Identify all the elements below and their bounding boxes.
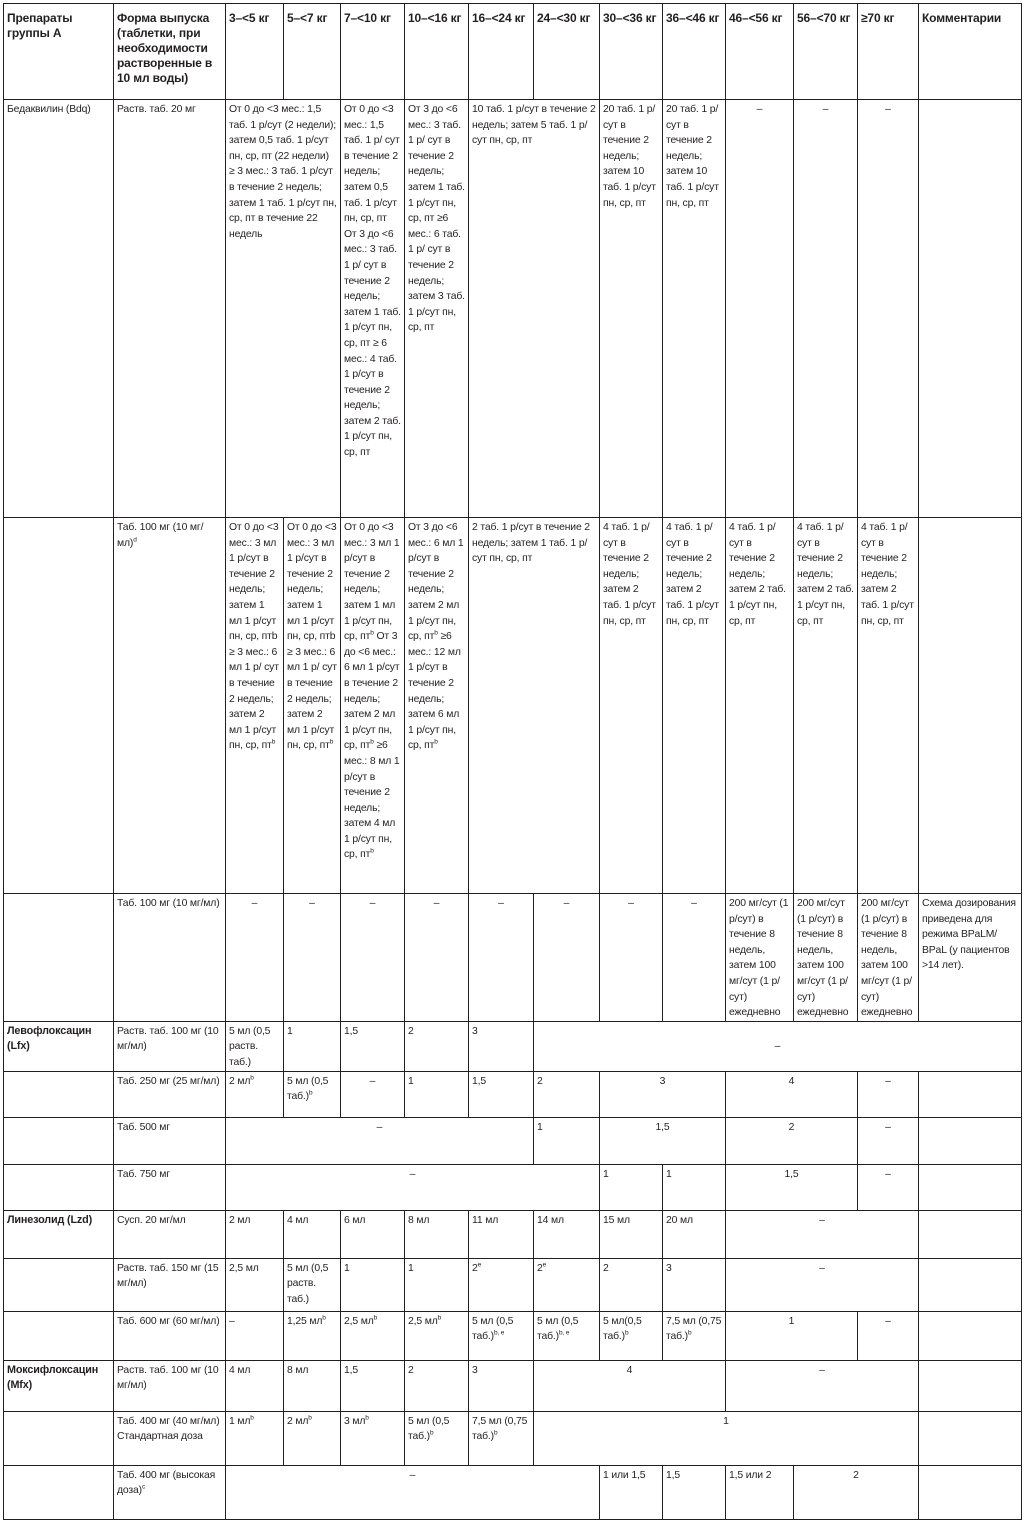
- dose-cell: [284, 1311, 341, 1360]
- dose-text: 5 мл (0,5 таб.): [287, 1075, 329, 1103]
- dose-cell: [534, 1311, 600, 1360]
- dose-text: 1,25 мл: [287, 1315, 323, 1327]
- dose-cell: 5 мл (0,5 раств. таб.): [284, 1258, 341, 1311]
- dose-text: ≥6 мес.: 8 мл 1 р/сут в течение 2 недель; затем 4 мл 1 р/сут пн, ср, пт: [344, 740, 400, 861]
- dosage-form: Таб. 400 мг (40 мг/мл) Стандартная доза: [114, 1411, 226, 1465]
- dosage-form: Таб. 250 мг (25 мг/мл): [114, 1071, 226, 1117]
- dose-cell: 2 мл: [226, 1210, 284, 1258]
- footnote-mark: b: [429, 1429, 434, 1437]
- dose-cell: –: [226, 1465, 600, 1519]
- dose-text: 2 мл: [229, 1075, 251, 1087]
- dosage-form: [114, 1465, 226, 1519]
- dose-cell: 1: [600, 1164, 663, 1210]
- table-row: [4, 518, 1022, 894]
- comment-cell: [919, 1465, 1022, 1519]
- dose-cell: 8 мл: [405, 1210, 469, 1258]
- dose-text: 7,5 мл (0,75 таб.): [472, 1415, 528, 1443]
- footnote-mark: b: [365, 1414, 369, 1422]
- dose-cell: [284, 518, 341, 894]
- dose-text: 7,5 мл (0,75 таб.): [666, 1315, 722, 1343]
- dose-cell: [284, 1411, 341, 1465]
- dose-cell: 1,5: [341, 1021, 405, 1071]
- dose-cell: –: [226, 1164, 600, 1210]
- dose-cell: 11 мл: [469, 1210, 534, 1258]
- footnote-mark: b: [493, 1429, 498, 1437]
- dose-cell: –: [405, 894, 469, 1022]
- dosage-form: Таб. 100 мг (10 мг/мл): [114, 894, 226, 1022]
- dose-cell: [226, 1071, 284, 1117]
- dose-text: 2,5 мл: [408, 1315, 438, 1327]
- dose-cell: 1,5: [663, 1465, 726, 1519]
- drug-name: Линезолид (Lzd): [4, 1210, 114, 1258]
- dose-cell: 4 таб. 1 р/сут в течение 2 недель; затем 2 таб. 1 р/сут пн, ср, пт: [600, 518, 663, 894]
- dose-cell: 200 мг/сут (1 р/сут) в течение 8 недель, затем 100 мг/сут (1 р/сут) ежедневно: [794, 894, 858, 1022]
- drug-name: [4, 894, 114, 1022]
- dose-cell: 3: [663, 1258, 726, 1311]
- dose-cell: 2: [794, 1465, 919, 1519]
- footnote-mark: b: [322, 1314, 326, 1322]
- table-row: [4, 1411, 1022, 1465]
- dose-text: 2: [537, 1262, 543, 1274]
- header-comments: Комментарии: [919, 4, 1022, 100]
- footnote-mark: c: [141, 1483, 146, 1491]
- dose-cell: –: [469, 894, 534, 1022]
- dose-cell: [405, 1411, 469, 1465]
- comment-cell: [919, 1117, 1022, 1164]
- drug-name: Левофлоксацин (Lfx): [4, 1021, 114, 1071]
- header-weight-16-24: 16–<24 кг: [469, 4, 534, 100]
- dose-cell: –: [858, 1117, 919, 1164]
- dose-cell: 2: [405, 1360, 469, 1411]
- dose-cell: 1: [284, 1021, 341, 1071]
- dose-cell: 20 мл: [663, 1210, 726, 1258]
- dose-text: От 0 до <3 мес.: 3 мл 1 р/сут в течение 2 недель; затем 1 мл 1 р/сут пн, ср, птb ≥ 3 мес.: 6 мл 1 р/ сут в течение 2 недель; затем 2 мл 1 р/сут пн, ср, пт: [287, 522, 337, 752]
- dose-cell: 1: [405, 1071, 469, 1117]
- dose-cell: 1: [726, 1311, 858, 1360]
- header-weight-46-56: 46–<56 кг: [726, 4, 794, 100]
- footnote-mark: b: [370, 738, 374, 746]
- dose-cell: 2: [534, 1071, 600, 1117]
- drug-name: [4, 1117, 114, 1164]
- dose-cell: [341, 518, 405, 894]
- drug-name: [4, 1258, 114, 1311]
- dose-cell: –: [726, 100, 794, 518]
- dose-text: От 3 до <6 мес.: 6 мл 1 р/сут в течение 2 недель; затем 2 мл 1 р/сут пн, ср, пт: [408, 522, 464, 643]
- dose-cell: 200 мг/сут (1 р/сут) в течение 8 недель, затем 100 мг/сут (1 р/сут) ежедневно: [726, 894, 794, 1022]
- header-weight-10-16: 10–<16 кг: [405, 4, 469, 100]
- dose-cell: –: [534, 1021, 1022, 1071]
- footnote-mark: b: [250, 1074, 254, 1082]
- dose-cell: –: [226, 1311, 284, 1360]
- dose-cell: 2 таб. 1 р/сут в течение 2 недель; затем 1 таб. 1 р/сут пн, ср, пт: [469, 518, 600, 894]
- dose-cell: 10 таб. 1 р/сут в течение 2 недель; затем 5 таб. 1 р/сут пн, ср, пт: [469, 100, 600, 518]
- dose-text: 1 мл: [229, 1415, 251, 1427]
- dose-cell: От 3 до <6 мес.: 3 таб. 1 р/ сут в течение 2 недель; затем 1 таб. 1 р/сут пн, ср, пт ≥6 мес.: 6 таб. 1 р/ сут в течение 2 недель; затем 3 таб. 1 р/сут пн, ср, пт: [405, 100, 469, 518]
- comment-cell: [919, 1210, 1022, 1258]
- dose-cell: 20 таб. 1 р/сут в течение 2 недель; затем 10 таб. 1 р/сут пн, ср, пт: [663, 100, 726, 518]
- dose-cell: [226, 518, 284, 894]
- dose-text: От 0 до <3 мес.: 3 мл 1 р/сут в течение 2 недель; затем 1 мл 1 р/сут пн, ср, пт: [344, 522, 400, 643]
- header-drug: Препараты группы А: [4, 4, 114, 100]
- dose-cell: –: [726, 1258, 919, 1311]
- dosage-form-text: Таб. 100 мг (10 мг/мл): [117, 522, 204, 549]
- dose-cell: 3: [469, 1021, 534, 1071]
- dose-cell: 200 мг/сут (1 р/сут) в течение 8 недель, затем 100 мг/сут (1 р/сут) ежедневно: [858, 894, 919, 1022]
- dose-cell: От 0 до <3 мес.: 1,5 таб. 1 р/сут (2 недели); затем 0,5 таб. 1 р/сут пн, ср, пт (22 недели) ≥ 3 мес.: 3 таб. 1 р/сут в течение 2 недель; затем 1 таб. 1 р/сут пн, ср, пт в течение 22 недель: [226, 100, 341, 518]
- header-weight-5-7: 5–<7 кг: [284, 4, 341, 100]
- footnote-mark: e: [542, 1261, 547, 1269]
- dose-cell: 1,5: [726, 1164, 858, 1210]
- dose-text: 2 мл: [287, 1415, 309, 1427]
- footnote-mark: d: [133, 536, 137, 544]
- dose-text: 5 мл (0,5 таб.): [537, 1315, 579, 1343]
- dose-cell: 4 таб. 1 р/сут в течение 2 недель; затем 2 таб. 1 р/сут пн, ср, пт: [794, 518, 858, 894]
- dose-cell: [341, 1411, 405, 1465]
- header-weight-3-5: 3–<5 кг: [226, 4, 284, 100]
- header-weight-56-70: 56–<70 кг: [794, 4, 858, 100]
- comment-cell: [919, 1311, 1022, 1360]
- dosage-form: Раств. таб. 20 мг: [114, 100, 226, 518]
- dose-cell: 6 мл: [341, 1210, 405, 1258]
- dose-cell: От 0 до <3 мес.: 1,5 таб. 1 р/ сут в течение 2 недель; затем 0,5 таб. 1 р/сут пн, ср, пт От 3 до <6 мес.: 3 таб. 1 р/ сут в течение 2 недель; затем 1 таб. 1 р/сут пн, ср, пт ≥ 6 мес.: 4 таб. 1 р/сут в течение 2 недель; затем 2 таб. 1 р/сут пн, ср, пт: [341, 100, 405, 518]
- footnote-mark: b: [370, 629, 374, 637]
- header-weight-70: ≥70 кг: [858, 4, 919, 100]
- dose-cell: [341, 1311, 405, 1360]
- dose-cell: 1 или 1,5: [600, 1465, 663, 1519]
- footnote-mark: b: [308, 1414, 312, 1422]
- dose-cell: 4 мл: [226, 1360, 284, 1411]
- table-row: [4, 1311, 1022, 1360]
- dose-cell: –: [858, 1311, 919, 1360]
- dose-cell: 4 таб. 1 р/сут в течение 2 недель; затем 2 таб. 1 р/сут пн, ср, пт: [663, 518, 726, 894]
- comment-cell: [919, 1071, 1022, 1117]
- footnote-mark: b: [373, 1314, 378, 1322]
- dose-text: 2: [472, 1262, 478, 1274]
- footnote-mark: b: [329, 738, 334, 746]
- dose-text: 3 мл: [344, 1415, 366, 1427]
- comment-cell: [919, 1411, 1022, 1465]
- header-row: [4, 4, 1022, 100]
- dose-text: 5 мл(0,5 таб.): [603, 1315, 642, 1343]
- dosage-form-text: Таб. 400 мг (высокая доза): [117, 1469, 216, 1497]
- footnote-mark: b: [370, 848, 374, 855]
- drug-name: [4, 1411, 114, 1465]
- dose-cell: –: [794, 100, 858, 518]
- footnote-mark: b: [624, 1329, 629, 1337]
- dosage-form: Раств. таб. 100 мг (10 мг/мл): [114, 1021, 226, 1071]
- footnote-mark: b: [437, 1314, 442, 1322]
- comment-cell: [919, 1360, 1022, 1411]
- dose-cell: [469, 1411, 534, 1465]
- dose-cell: [663, 1311, 726, 1360]
- dose-cell: 3: [469, 1360, 534, 1411]
- dosage-form: Таб. 600 мг (60 мг/мл): [114, 1311, 226, 1360]
- footnote-mark: b: [434, 738, 438, 746]
- dose-cell: 1: [405, 1258, 469, 1311]
- dose-cell: –: [341, 1071, 405, 1117]
- table-row: [4, 1360, 1022, 1411]
- dose-cell: [469, 1311, 534, 1360]
- dose-cell: –: [284, 894, 341, 1022]
- dose-cell: 1: [534, 1117, 600, 1164]
- dose-cell: 1: [534, 1411, 919, 1465]
- footnote-mark: b: [308, 1089, 313, 1097]
- dose-text: От 3 до <6 мес.: 6 мл 1 р/сут в течение 2 недель; затем 2 мл 1 р/сут пн, ср, пт: [344, 631, 400, 752]
- footnote-mark: b: [434, 629, 438, 637]
- table-row: [4, 1021, 1022, 1071]
- dosage-form: Таб. 500 мг: [114, 1117, 226, 1164]
- drug-name: Бедаквилин (Bdq): [4, 100, 114, 518]
- dose-cell: –: [226, 894, 284, 1022]
- dose-cell: –: [600, 894, 663, 1022]
- dose-cell: [469, 1258, 534, 1311]
- dose-text: От 0 до <3 мес.: 3 мл 1 р/сут в течение 2 недель; затем 1 мл 1 р/сут пн, ср, птb ≥ 3 мес.: 6 мл 1 р/ сут в течение 2 недель; затем 2 мл 1 р/сут пн, ср, пт: [229, 522, 279, 752]
- dose-cell: 14 мл: [534, 1210, 600, 1258]
- table-row: [4, 1465, 1022, 1519]
- dosage-form: [114, 518, 226, 894]
- dose-cell: –: [726, 1210, 919, 1258]
- footnote-mark: b: [250, 1414, 254, 1422]
- footnote-mark: b, e: [493, 1329, 505, 1337]
- dose-cell: 4 таб. 1 р/сут в течение 2 недель; затем 2 таб. 1 р/сут пн, ср, пт: [858, 518, 919, 894]
- dosage-form: Раств. таб. 100 мг (10 мг/мл): [114, 1360, 226, 1411]
- comment-cell: [919, 1258, 1022, 1311]
- dose-cell: 20 таб. 1 р/сут в течение 2 недель; затем 10 таб. 1 р/сут пн, ср, пт: [600, 100, 663, 518]
- comment-cell: [919, 518, 1022, 894]
- header-weight-7-10: 7–<10 кг: [341, 4, 405, 100]
- dose-cell: 4 мл: [284, 1210, 341, 1258]
- dose-cell: 1,5: [469, 1071, 534, 1117]
- drug-name: [4, 1311, 114, 1360]
- dose-cell: –: [341, 894, 405, 1022]
- dose-cell: [534, 1258, 600, 1311]
- comment-cell: [919, 100, 1022, 518]
- dose-text: ≥6 мес.: 12 мл 1 р/сут в течение 2 недель; затем 6 мл 1 р/сут пн, ср, пт: [408, 631, 461, 752]
- dose-cell: 8 мл: [284, 1360, 341, 1411]
- drug-name: [4, 1465, 114, 1519]
- dose-cell: [226, 1411, 284, 1465]
- footnote-mark: e: [477, 1261, 482, 1269]
- dose-cell: 4: [534, 1360, 726, 1411]
- header-weight-24-30: 24–<30 кг: [534, 4, 600, 100]
- drug-name: Моксифлоксацин (Mfx): [4, 1360, 114, 1411]
- dose-cell: 1,5: [600, 1117, 726, 1164]
- drug-name: [4, 518, 114, 894]
- dose-cell: –: [534, 894, 600, 1022]
- dose-cell: [600, 1311, 663, 1360]
- header-weight-36-46: 36–<46 кг: [663, 4, 726, 100]
- dose-cell: –: [726, 1360, 919, 1411]
- table-row: [4, 100, 1022, 518]
- dosage-form: Сусп. 20 мг/мл: [114, 1210, 226, 1258]
- dosing-table: [3, 3, 1022, 1520]
- dosage-form: Раств. таб. 150 мг (15 мг/мл): [114, 1258, 226, 1311]
- dose-cell: 1: [341, 1258, 405, 1311]
- table-row: [4, 1071, 1022, 1117]
- dose-cell: 1,5: [341, 1360, 405, 1411]
- dose-cell: –: [226, 1117, 534, 1164]
- dose-cell: –: [663, 894, 726, 1022]
- table-row: [4, 894, 1022, 1022]
- header-weight-30-36: 30–<36 кг: [600, 4, 663, 100]
- dose-cell: 1: [663, 1164, 726, 1210]
- dosage-form: Таб. 750 мг: [114, 1164, 226, 1210]
- dose-cell: 4 таб. 1 р/сут в течение 2 недель; затем 2 таб. 1 р/сут пн, ср, пт: [726, 518, 794, 894]
- table-row: [4, 1210, 1022, 1258]
- header-form: Форма выпуска (таблетки, при необходимости растворенные в 10 мл воды): [114, 4, 226, 100]
- dose-cell: [284, 1071, 341, 1117]
- dose-cell: 15 мл: [600, 1210, 663, 1258]
- drug-name: [4, 1164, 114, 1210]
- drug-name: [4, 1071, 114, 1117]
- comment-cell: Схема дозирования приведена для режима BPaLM/ BPaL (у пациентов >14 лет).: [919, 894, 1022, 1022]
- dose-cell: 1,5 или 2: [726, 1465, 794, 1519]
- footnote-mark: b: [271, 738, 276, 746]
- dose-cell: 2: [726, 1117, 858, 1164]
- dose-cell: 2,5 мл: [226, 1258, 284, 1311]
- table-row: [4, 1258, 1022, 1311]
- dose-cell: 2: [405, 1021, 469, 1071]
- dose-text: 2,5 мл: [344, 1315, 374, 1327]
- dose-text: 5 мл (0,5 таб.): [472, 1315, 514, 1343]
- dose-cell: –: [858, 1071, 919, 1117]
- footnote-mark: b, e: [558, 1329, 570, 1337]
- dose-cell: [405, 518, 469, 894]
- dose-cell: –: [858, 100, 919, 518]
- dose-cell: 5 мл (0,5 раств. таб.): [226, 1021, 284, 1071]
- table-row: [4, 1164, 1022, 1210]
- comment-cell: [919, 1164, 1022, 1210]
- footnote-mark: b: [687, 1329, 692, 1337]
- dose-text: 5 мл (0,5 таб.): [408, 1415, 450, 1443]
- dose-cell: –: [858, 1164, 919, 1210]
- dose-cell: 4: [726, 1071, 858, 1117]
- dose-cell: [405, 1311, 469, 1360]
- dose-cell: 2: [600, 1258, 663, 1311]
- table-row: [4, 1117, 1022, 1164]
- dose-cell: 3: [600, 1071, 726, 1117]
